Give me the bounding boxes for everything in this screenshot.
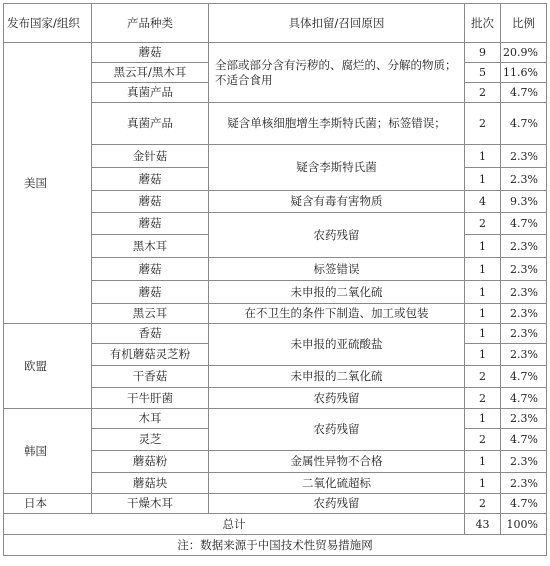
ratio-cell: 2.3% — [501, 473, 547, 494]
product-cell: 蘑菇块 — [92, 473, 209, 494]
batches-cell: 1 — [465, 344, 501, 366]
reason-cell: 未申报的二氧化硫 — [209, 281, 465, 304]
header-product: 产品种类 — [92, 4, 209, 43]
batches-cell: 1 — [465, 235, 501, 258]
reason-cell: 疑含单核细胞增生李斯特氏菌；标签错误； — [209, 103, 465, 145]
batches-cell: 2 — [465, 388, 501, 409]
ratio-cell: 9.3% — [501, 191, 547, 213]
ratio-cell: 2.3% — [501, 258, 547, 281]
product-cell: 灵芝 — [92, 429, 209, 451]
header-reason: 具体扣留/召回原因 — [209, 4, 465, 43]
product-cell: 干香菇 — [92, 366, 209, 388]
batches-cell: 1 — [465, 451, 501, 473]
reason-cell: 全部或部分含有污秽的、腐烂的、分解的物质；不适合食用 — [209, 43, 465, 103]
product-cell: 干燥木耳 — [92, 494, 209, 514]
reason-cell: 金属性异物不合格 — [209, 451, 465, 473]
product-cell: 蘑菇 — [92, 258, 209, 281]
reason-cell: 农药残留 — [209, 213, 465, 258]
product-cell: 有机蘑菇灵芝粉 — [92, 344, 209, 366]
total-row — [4, 514, 547, 535]
country-cell: 欧盟 — [4, 324, 92, 409]
batches-cell: 2 — [465, 83, 501, 103]
header-country: 发布国家/组织 — [4, 4, 92, 43]
batches-cell: 1 — [465, 304, 501, 324]
product-cell: 蘑菇粉 — [92, 451, 209, 473]
ratio-cell: 4.7% — [501, 366, 547, 388]
product-cell: 黑云耳 — [92, 304, 209, 324]
country-cell: 韩国 — [4, 409, 92, 494]
batches-cell: 5 — [465, 63, 501, 83]
batches-cell: 2 — [465, 494, 501, 514]
product-cell: 真菌产品 — [92, 103, 209, 145]
ratio-cell: 2.3% — [501, 409, 547, 429]
ratio-cell: 2.3% — [501, 451, 547, 473]
table-row — [4, 324, 547, 344]
batches-cell: 2 — [465, 429, 501, 451]
table-row — [4, 43, 547, 63]
product-cell: 蘑菇 — [92, 43, 209, 63]
ratio-cell: 2.3% — [501, 281, 547, 304]
ratio-cell: 4.7% — [501, 213, 547, 235]
batches-cell: 1 — [465, 409, 501, 429]
header-ratio: 比例 — [501, 4, 547, 43]
total-label: 总计 — [4, 514, 465, 535]
reason-cell: 疑含有毒有害物质 — [209, 191, 465, 213]
total-batches: 43 — [465, 514, 501, 535]
product-cell: 金针菇 — [92, 145, 209, 168]
ratio-cell: 20.9% — [501, 43, 547, 63]
product-cell: 干牛肝菌 — [92, 388, 209, 409]
batches-cell: 2 — [465, 103, 501, 145]
product-cell: 黑木耳 — [92, 235, 209, 258]
batches-cell: 1 — [465, 258, 501, 281]
ratio-cell: 4.7% — [501, 429, 547, 451]
country-cell: 美国 — [4, 43, 92, 324]
reason-cell: 农药残留 — [209, 388, 465, 409]
batches-cell: 1 — [465, 473, 501, 494]
ratio-cell: 2.3% — [501, 145, 547, 168]
batches-cell: 1 — [465, 324, 501, 344]
batches-cell: 1 — [465, 168, 501, 191]
ratio-cell: 2.3% — [501, 168, 547, 191]
ratio-cell: 4.7% — [501, 103, 547, 145]
recall-table — [3, 3, 547, 556]
product-cell: 蘑菇 — [92, 281, 209, 304]
product-cell: 黑云耳/黑木耳 — [92, 63, 209, 83]
ratio-cell: 2.3% — [501, 235, 547, 258]
batches-cell: 4 — [465, 191, 501, 213]
batches-cell: 2 — [465, 213, 501, 235]
table-row — [4, 494, 547, 514]
reason-cell: 未申报的二氧化硫 — [209, 366, 465, 388]
reason-cell: 农药残留 — [209, 409, 465, 451]
country-cell: 日本 — [4, 494, 92, 514]
ratio-cell: 2.3% — [501, 344, 547, 366]
header-row — [4, 4, 547, 43]
product-cell: 香菇 — [92, 324, 209, 344]
ratio-cell: 2.3% — [501, 324, 547, 344]
reason-cell: 未申报的亚硫酸盐 — [209, 324, 465, 366]
reason-cell: 标签错误 — [209, 258, 465, 281]
batches-cell: 1 — [465, 281, 501, 304]
reason-cell: 二氧化硫超标 — [209, 473, 465, 494]
product-cell: 蘑菇 — [92, 191, 209, 213]
total-ratio: 100% — [501, 514, 547, 535]
ratio-cell: 11.6% — [501, 63, 547, 83]
ratio-cell: 4.7% — [501, 494, 547, 514]
product-cell: 蘑菇 — [92, 168, 209, 191]
product-cell: 木耳 — [92, 409, 209, 429]
ratio-cell: 4.7% — [501, 83, 547, 103]
batches-cell: 1 — [465, 145, 501, 168]
ratio-cell: 2.3% — [501, 304, 547, 324]
header-batches: 批次 — [465, 4, 501, 43]
note-row — [4, 535, 547, 556]
product-cell: 蘑菇 — [92, 213, 209, 235]
reason-cell: 在不卫生的条件下制造、加工或包装 — [209, 304, 465, 324]
table-row — [4, 409, 547, 429]
batches-cell: 2 — [465, 366, 501, 388]
product-cell: 真菌产品 — [92, 83, 209, 103]
ratio-cell: 4.7% — [501, 388, 547, 409]
batches-cell: 9 — [465, 43, 501, 63]
reason-cell: 疑含李斯特氏菌 — [209, 145, 465, 191]
reason-cell: 农药残留 — [209, 494, 465, 514]
source-note: 注：数据来源于中国技术性贸易措施网 — [4, 535, 547, 556]
